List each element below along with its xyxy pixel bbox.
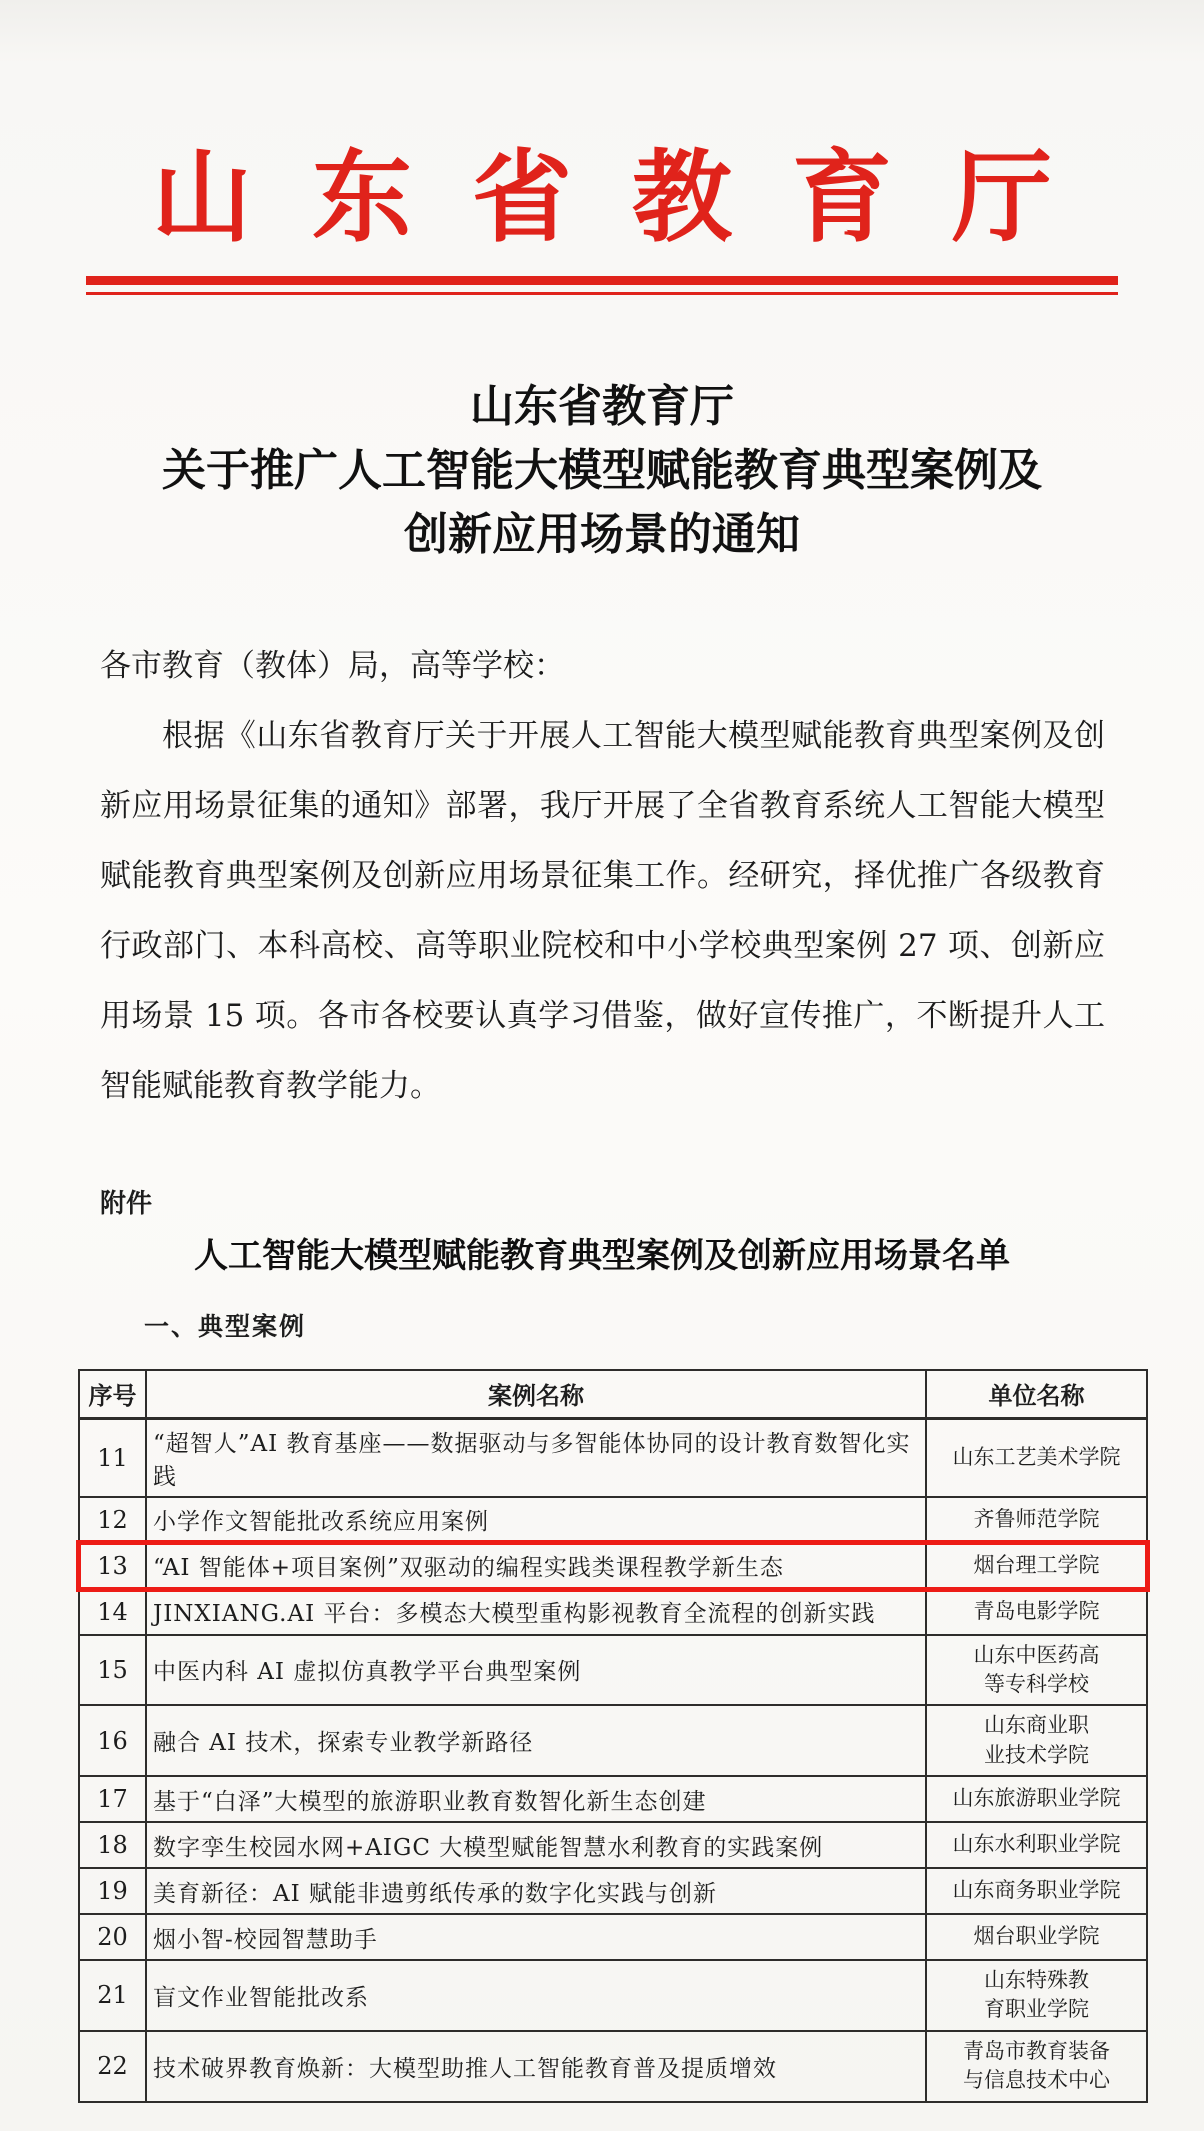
- row-number-cell: 12: [79, 1497, 146, 1543]
- case-name-cell: 技术破界教育焕新：大模型助推人工智能教育普及提质增效: [146, 2031, 926, 2102]
- salutation: 各市教育（教体）局，高等学校：: [100, 648, 565, 684]
- table-row: [79, 2031, 1147, 2102]
- unit-name-cell: 山东中医药高等专科学校: [926, 1635, 1147, 1706]
- case-name-cell: 数字孪生校园水网+AIGC 大模型赋能智慧水利教育的实践案例: [146, 1822, 926, 1868]
- case-name-cell: “AI 智能体+项目案例”双驱动的编程实践类课程教学新生态: [146, 1543, 926, 1589]
- unit-name-cell: 烟台职业学院: [926, 1914, 1147, 1960]
- case-name-cell: 烟小智-校园智慧助手: [146, 1914, 926, 1960]
- unit-name-cell: 山东旅游职业学院: [926, 1776, 1147, 1822]
- table-row: [79, 1960, 1147, 2031]
- case-name-cell: 美育新径：AI 赋能非遗剪纸传承的数字化实践与创新: [146, 1868, 926, 1914]
- table-row: [79, 1822, 1147, 1868]
- row-number-cell: 14: [79, 1589, 146, 1635]
- header-cell-case-name: 案例名称: [146, 1370, 926, 1418]
- case-name-cell: 基于“白泽”大模型的旅游职业教育数智化新生态创建: [146, 1776, 926, 1822]
- row-number-cell: 15: [79, 1635, 146, 1706]
- header-cell-unit-name: 单位名称: [926, 1370, 1147, 1418]
- cases-table: [78, 1369, 1148, 2103]
- unit-name-cell: 山东工艺美术学院: [926, 1418, 1147, 1497]
- doc-title-line: 关于推广人工智能大模型赋能教育典型案例及: [162, 445, 1042, 496]
- masthead-divider-thick: [86, 276, 1118, 285]
- row-number-cell: 21: [79, 1960, 146, 2031]
- row-number-cell: 16: [79, 1705, 146, 1776]
- row-number-cell: 11: [79, 1418, 146, 1497]
- table-row: [79, 1418, 1147, 1497]
- case-name-cell: 小学作文智能批改系统应用案例: [146, 1497, 926, 1543]
- case-name-cell: 融合 AI 技术，探索专业教学新路径: [146, 1705, 926, 1776]
- unit-name-cell: 青岛市教育装备与信息技术中心: [926, 2031, 1147, 2102]
- doc-title-line: 创新应用场景的通知: [404, 509, 800, 560]
- unit-name-cell: 烟台理工学院: [926, 1543, 1147, 1589]
- unit-name-cell: 山东商务职业学院: [926, 1868, 1147, 1914]
- table-row: [79, 1914, 1147, 1960]
- row-number-cell: 13: [79, 1543, 146, 1589]
- unit-name-cell: 青岛电影学院: [926, 1589, 1147, 1635]
- body-paragraph: 根据《山东省教育厅关于开展人工智能大模型赋能教育典型案例及创新应用场景征集的通知》部署，我厅开展了全省教育系统人工智能大模型赋能教育典型案例及创新应用场景征集工作。经研究，择优推广各级教育行政部门、本科高校、高等职业院校和中小学校典型案例 27 项、创新应用场景 15 项。各市各校要认真学习借鉴，做好宣传推广，不断提升人工智能赋能教育教学能力。: [100, 718, 1105, 1104]
- table-row: [79, 1635, 1147, 1706]
- section-label-typical-cases: 一、典型案例: [144, 1312, 307, 1341]
- agency-masthead: 山东省教育厅: [152, 138, 1112, 256]
- table-row: [79, 1497, 1147, 1543]
- table-row: [79, 1776, 1147, 1822]
- unit-name-cell: 山东水利职业学院: [926, 1822, 1147, 1868]
- table-row: [79, 1705, 1147, 1776]
- notice-body: [100, 631, 1105, 1121]
- case-name-cell: 盲文作业智能批改系: [146, 1960, 926, 2031]
- header-cell-number: 序号: [79, 1370, 146, 1418]
- row-number-cell: 20: [79, 1914, 146, 1960]
- row-number-cell: 19: [79, 1868, 146, 1914]
- attachment-label: 附件: [100, 1189, 153, 1219]
- unit-name-cell: 齐鲁师范学院: [926, 1497, 1147, 1543]
- table-header-row: [79, 1370, 1147, 1418]
- case-name-cell: JINXIANG.AI 平台：多模态大模型重构影视教育全流程的创新实践: [146, 1589, 926, 1635]
- row-number-cell: 18: [79, 1822, 146, 1868]
- case-name-cell: 中医内科 AI 虚拟仿真教学平台典型案例: [146, 1635, 926, 1706]
- case-name-cell: “超智人”AI 教育基座——数据驱动与多智能体协同的设计教育数智化实践: [146, 1418, 926, 1497]
- table-row: [79, 1543, 1147, 1589]
- table-row: [79, 1868, 1147, 1914]
- unit-name-cell: 山东商业职业技术学院: [926, 1705, 1147, 1776]
- row-number-cell: 22: [79, 2031, 146, 2102]
- cases-table-wrapper: [78, 1369, 1146, 2103]
- doc-title: [0, 375, 1204, 567]
- masthead-divider-thin: [86, 292, 1118, 295]
- attachment-title: 人工智能大模型赋能教育典型案例及创新应用场景名单: [194, 1236, 1010, 1276]
- doc-title-line: 山东省教育厅: [470, 381, 734, 432]
- table-row: [79, 1589, 1147, 1635]
- unit-name-cell: 山东特殊教育职业学院: [926, 1960, 1147, 2031]
- row-number-cell: 17: [79, 1776, 146, 1822]
